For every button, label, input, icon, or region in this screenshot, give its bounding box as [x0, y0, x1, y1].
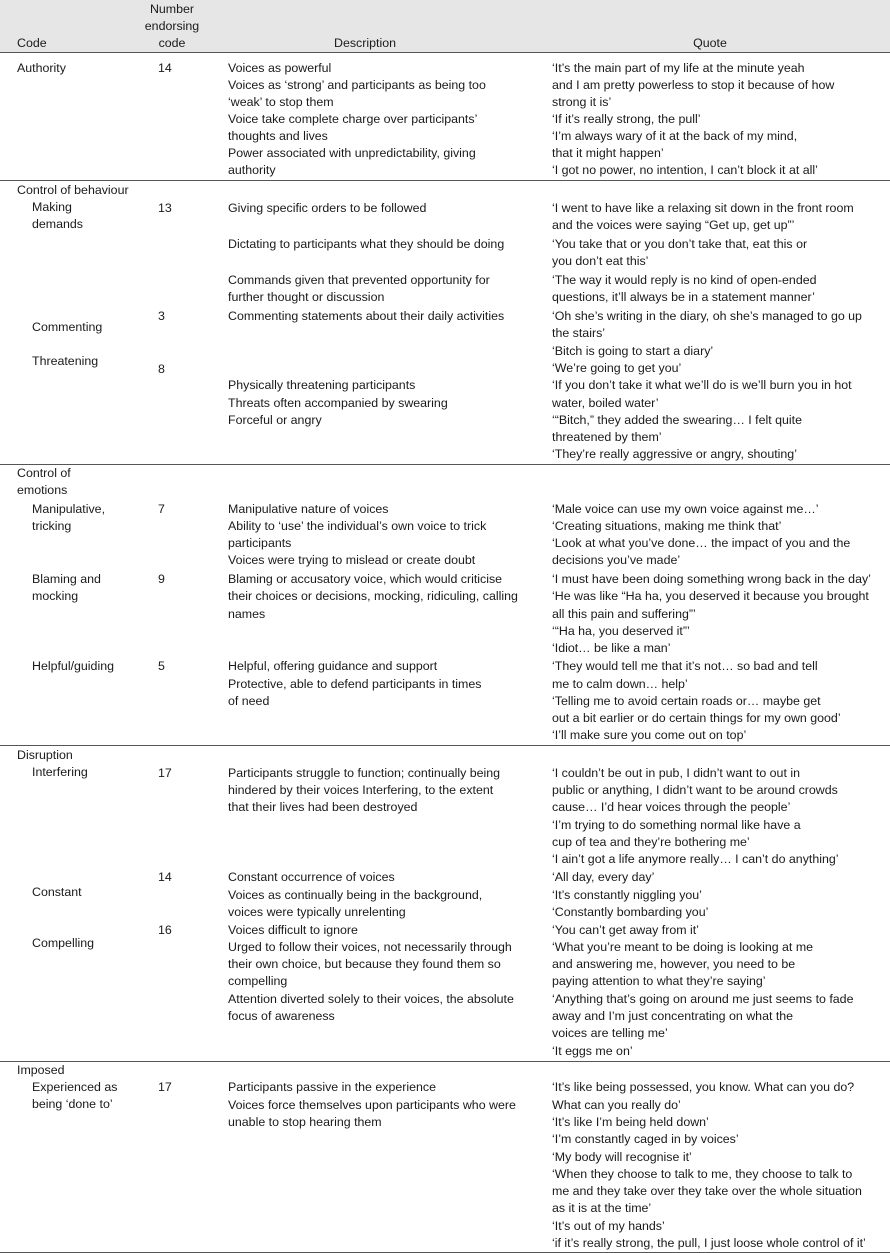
quote-line: ‘It’s like being possessed, you know. What can you do? — [552, 1080, 855, 1094]
quote-line: ‘It eggs me on’ — [552, 1044, 633, 1058]
quote-line: ‘It’s the main part of my life at the minute yeah — [552, 61, 805, 75]
quote-line: ‘If you don’t take it what we’ll do is we’ll burn you in hot — [552, 378, 852, 392]
description-line: thoughts and lives — [228, 129, 328, 143]
quote-line: ‘Telling me to avoid certain roads or… maybe get — [552, 694, 821, 708]
description-line: compelling — [228, 974, 288, 988]
quote-line: ‘I’m trying to do something normal like have a — [552, 818, 801, 832]
description-line: Participants struggle to function; continually being — [228, 766, 501, 780]
quote-line: me to calm down… help’ — [552, 677, 688, 691]
quote-line: ‘Look at what you’ve done… the impact of you and the — [552, 536, 851, 550]
description-line: further thought or discussion — [228, 290, 385, 304]
endorsing-count: 9 — [158, 572, 165, 586]
description-line: Physically threatening participants — [228, 378, 416, 392]
row-rule — [0, 745, 890, 746]
quote-line: ‘My body will recognise it’ — [552, 1150, 692, 1164]
description-line: Attention diverted solely to their voices, the absolute — [228, 992, 514, 1006]
code-label: Interfering — [32, 765, 88, 779]
quote-line: paying attention to what they’re saying’ — [552, 974, 766, 988]
row-rule — [0, 1061, 890, 1062]
description-line: Dictating to participants what they should be doing — [228, 237, 505, 251]
header-count-line3: code — [158, 36, 186, 50]
description-line: Giving specific orders to be followed — [228, 201, 427, 215]
quote-line: ‘The way it would reply is no kind of open-ended — [552, 273, 817, 287]
endorsing-count: 16 — [158, 923, 172, 937]
description-line: of need — [228, 694, 270, 708]
quote-line: ‘I got no power, no intention, I can’t block it at all’ — [552, 163, 818, 177]
code-label: Threatening — [32, 354, 99, 368]
group-label: Control of behaviour — [17, 183, 129, 197]
quote-line: ‘I couldn’t be out in pub, I didn’t want to out in — [552, 766, 800, 780]
description-line: Voice take complete charge over participants’ — [228, 112, 478, 126]
quote-line: and answering me, however, you need to be — [552, 957, 796, 971]
description-line: focus of awareness — [228, 1009, 335, 1023]
endorsing-count: 17 — [158, 766, 172, 780]
quote-line: ‘Constantly bombarding you’ — [552, 905, 709, 919]
quote-line: ‘When they choose to talk to me, they choose to talk to — [552, 1167, 853, 1181]
description-line: Protective, able to defend participants in times — [228, 677, 482, 691]
quote-line: water, boiled water’ — [552, 396, 659, 410]
quote-line: ‘If it’s really strong, the pull’ — [552, 112, 701, 126]
quote-line: ‘We’re going to get you’ — [552, 361, 682, 375]
quote-line: ‘It’s like I’m being held down’ — [552, 1115, 709, 1129]
code-label: mocking — [32, 589, 79, 603]
quote-line: decisions you’ve made’ — [552, 553, 681, 567]
description-line: participants — [228, 536, 292, 550]
header-count-line1: Number — [149, 2, 195, 16]
endorsing-count: 14 — [158, 61, 172, 75]
group-label: Imposed — [17, 1063, 65, 1077]
description-line: hindered by their voices Interfering, to the extent — [228, 783, 494, 797]
quote-line: ‘I’ll make sure you come out on top’ — [552, 728, 747, 742]
description-line: names — [228, 607, 266, 621]
quote-line: ‘Oh she’s writing in the diary, oh she’s managed to go up — [552, 309, 862, 323]
group-label: Authority — [17, 61, 66, 75]
description-line: Forceful or angry — [228, 413, 322, 427]
row-rule — [0, 180, 890, 181]
quote-line: ‘It’s constantly niggling you’ — [552, 888, 702, 902]
description-line: Voices force themselves upon participants who were — [228, 1098, 516, 1112]
quote-line: cause… I’d hear voices through the people’ — [552, 800, 791, 814]
description-line: authority — [228, 163, 276, 177]
quote-line: threatened by them’ — [552, 430, 662, 444]
quote-line: ‘I ain’t got a life anymore really… I can’t do anything’ — [552, 852, 839, 866]
quote-line: ‘Bitch is going to start a diary’ — [552, 344, 714, 358]
quote-line: ‘“Bitch,” they added the swearing… I felt quite — [552, 413, 803, 427]
description-line: Commenting statements about their daily activities — [228, 309, 505, 323]
quote-line: ‘All day, every day’ — [552, 870, 655, 884]
code-label: Compelling — [32, 936, 94, 950]
endorsing-count: 7 — [158, 502, 165, 516]
description-line: Manipulative nature of voices — [228, 502, 389, 516]
code-label: Constant — [32, 885, 82, 899]
quote-line: ‘“Ha ha, you deserved it”’ — [552, 624, 690, 638]
code-label: Helpful/guiding — [32, 659, 114, 673]
quote-line: ‘if it’s really strong, the pull, I just loose whole control of it’ — [552, 1236, 866, 1250]
quote-line: ‘I’m constantly caged in by voices’ — [552, 1132, 739, 1146]
description-line: Urged to follow their voices, not necessarily through — [228, 940, 512, 954]
description-line: Voices were trying to mislead or create doubt — [228, 553, 476, 567]
quote-line: ‘I must have been doing something wrong back in the day’ — [552, 572, 871, 586]
quote-line: What can you really do’ — [552, 1098, 681, 1112]
quote-line: as it is at the time’ — [552, 1201, 652, 1215]
description-line: Voices as powerful — [228, 61, 332, 75]
endorsing-count: 5 — [158, 659, 165, 673]
description-line: unable to stop hearing them — [228, 1115, 382, 1129]
quote-line: ‘What you’re meant to be doing is looking at me — [552, 940, 814, 954]
quote-line: the stairs’ — [552, 326, 606, 340]
quote-line: questions, it’ll always be in a statement manner’ — [552, 290, 815, 304]
description-line: Helpful, offering guidance and support — [228, 659, 438, 673]
code-label: tricking — [32, 519, 72, 533]
description-line: Commands given that prevented opportunity for — [228, 273, 490, 287]
quote-line: and the voices were saying “Get up, get up”’ — [552, 218, 795, 232]
description-line: that their lives had been destroyed — [228, 800, 418, 814]
endorsing-count: 14 — [158, 870, 172, 884]
description-line: Voices as continually being in the background, — [228, 888, 483, 902]
endorsing-count: 13 — [158, 201, 172, 215]
code-label: Manipulative, — [32, 502, 106, 516]
quote-line: ‘You take that or you don’t take that, eat this or — [552, 237, 808, 251]
quote-line: voices are telling me’ — [552, 1026, 668, 1040]
description-line: ‘weak’ to stop them — [228, 95, 334, 109]
description-line: Ability to ‘use’ the individual’s own voice to trick — [228, 519, 487, 533]
group-label: emotions — [17, 483, 68, 497]
description-line: Threats often accompanied by swearing — [228, 396, 448, 410]
quote-line: me and they take over they take over the whole situation — [552, 1184, 862, 1198]
quote-line: out a bit earlier or do certain things for my own good’ — [552, 711, 841, 725]
header-description: Description — [334, 36, 396, 50]
description-line: Voices difficult to ignore — [228, 923, 358, 937]
quote-line: you don’t eat this’ — [552, 254, 649, 268]
endorsing-count: 3 — [158, 309, 165, 323]
quote-line: strong it is’ — [552, 95, 612, 109]
quote-line: all this pain and suffering”’ — [552, 607, 696, 621]
quote-line: ‘Idiot… be like a man’ — [552, 641, 671, 655]
quote-line: cup of tea and they’re bothering me’ — [552, 835, 750, 849]
quote-line: away and I’m just concentrating on what the — [552, 1009, 794, 1023]
header-code: Code — [17, 36, 47, 50]
code-label: Making — [32, 200, 72, 214]
description-line: Constant occurrence of voices — [228, 870, 395, 884]
quote-line: ‘They’re really aggressive or angry, shouting’ — [552, 447, 797, 461]
quote-line: that it might happen’ — [552, 146, 664, 160]
description-line: Voices as ‘strong’ and participants as being too — [228, 78, 486, 92]
quote-line: ‘You can’t get away from it’ — [552, 923, 699, 937]
quote-line: ‘I’m always wary of it at the back of my mind, — [552, 129, 798, 143]
quote-line: ‘Creating situations, making me think that’ — [552, 519, 782, 533]
quote-line: public or anything, I didn’t want to be around crowds — [552, 783, 838, 797]
description-line: Power associated with unpredictability, giving — [228, 146, 476, 160]
description-line: voices were typically unrelenting — [228, 905, 406, 919]
quote-line: ‘It’s out of my hands’ — [552, 1219, 665, 1233]
quote-line: ‘I went to have like a relaxing sit down in the front room — [552, 201, 854, 215]
code-label: Blaming and — [32, 572, 101, 586]
description-line: their own choice, but because they found them so — [228, 957, 501, 971]
row-rule — [0, 464, 890, 465]
header-quote: Quote — [693, 36, 727, 50]
quote-line: and I am pretty powerless to stop it because of how — [552, 78, 835, 92]
group-label: Disruption — [17, 748, 73, 762]
quote-line: ‘He was like “Ha ha, you deserved it because you brought — [552, 589, 869, 603]
group-label: Control of — [17, 466, 71, 480]
quote-line: ‘They would tell me that it’s not… so bad and tell — [552, 659, 818, 673]
quote-line: ‘Anything that’s going on around me just seems to fade — [552, 992, 854, 1006]
description-line: their choices or decisions, mocking, ridiculing, calling — [228, 589, 518, 603]
quote-line: ‘Male voice can use my own voice against me…’ — [552, 502, 819, 516]
endorsing-count: 8 — [158, 362, 165, 376]
description-line: Blaming or accusatory voice, which would criticise — [228, 572, 503, 586]
code-label: being ‘done to’ — [32, 1097, 113, 1111]
code-label: demands — [32, 217, 83, 231]
code-label: Commenting — [32, 320, 103, 334]
header-rule — [0, 52, 890, 53]
code-label: Experienced as — [32, 1080, 118, 1094]
header-count-line2: endorsing — [144, 19, 200, 33]
description-line: Participants passive in the experience — [228, 1080, 437, 1094]
endorsing-count: 17 — [158, 1080, 172, 1094]
